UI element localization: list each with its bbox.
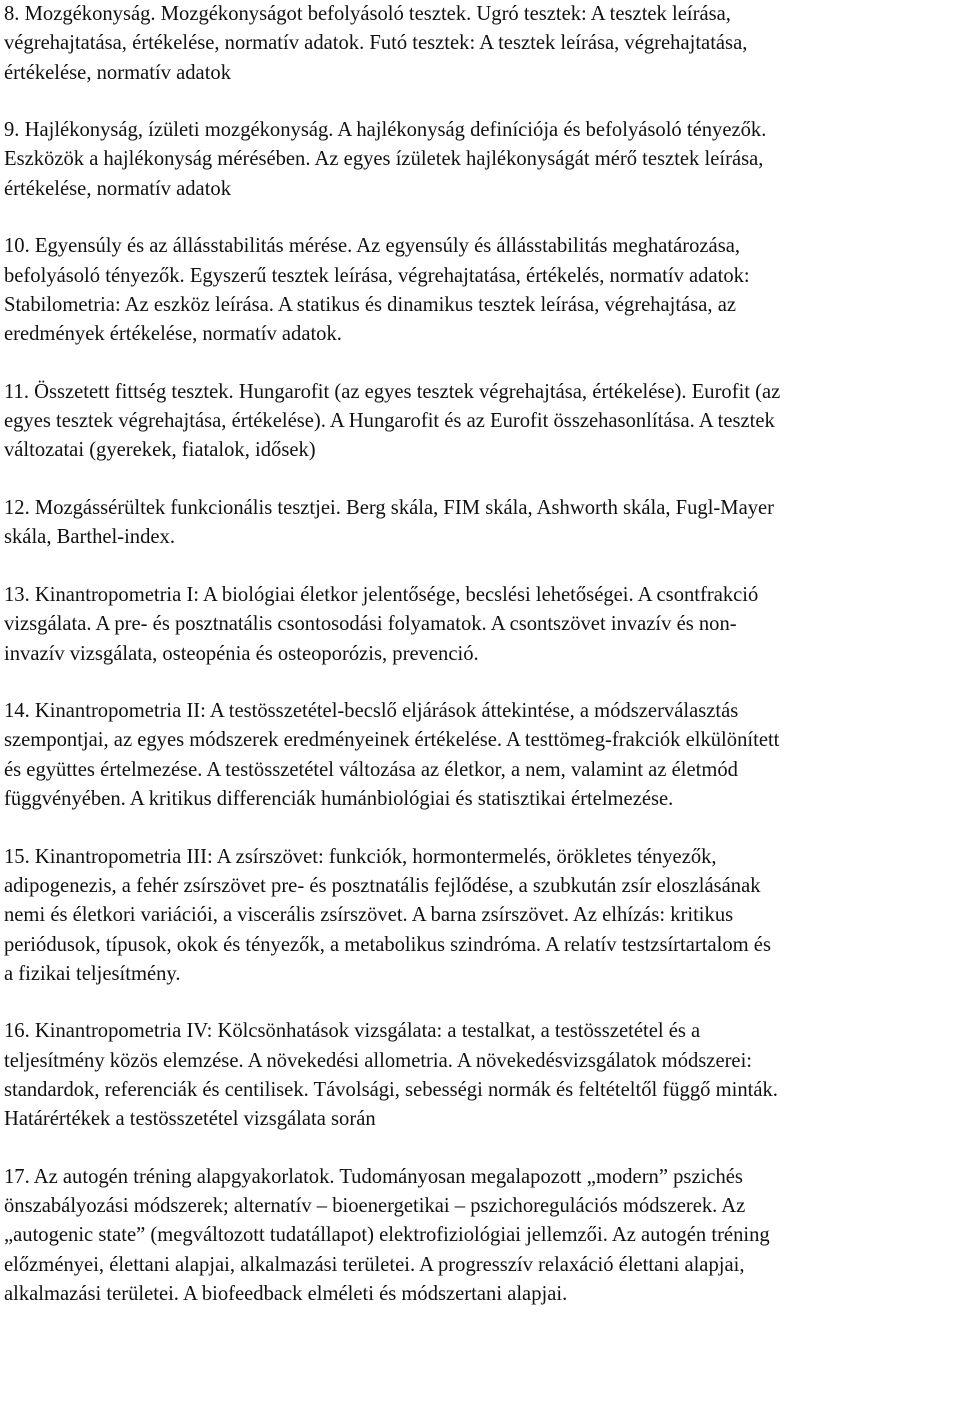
text-line: nemi és életkori variációi, a viscerális zsírszövet. A barna zsírszövet. Az elhízás: kritikus [4, 904, 734, 927]
text-line: Stabilometria: Az eszköz leírása. A statikus és dinamikus tesztek leírása, végrehajtása, az [4, 293, 736, 316]
text-line: invazív vizsgálata, osteopénia és osteoporózis, prevenció. [4, 642, 479, 665]
topic-10 [4, 232, 956, 349]
text-line: önszabályozási módszerek; alternatív – bioenergetikai – pszichoregulációs módszerek. Az [4, 1195, 746, 1218]
text-line: szempontjai, az egyes módszerek eredményeinek értékelése. A testtömeg-frakciók elkülönített [4, 729, 780, 752]
text-line: 13. Kinantropometria I: A biológiai életkor jelentősége, becslési lehetőségei. A csontfrakció [4, 583, 759, 606]
text-line: függvényében. A kritikus differenciák humánbiológiai és statisztikai értelmezése. [4, 788, 674, 811]
document-page [4, 0, 956, 1309]
text-line: „autogenic state” (megváltozott tudatállapot) elektrofiziológiai jellemzői. Az autogén tréning [4, 1224, 770, 1247]
text-line: 11. Összetett fittség tesztek. Hungarofit (az egyes tesztek végrehajtása, értékelése). Eurofit (az [4, 380, 781, 403]
text-line: 10. Egyensúly és az állásstabilitás mérése. Az egyensúly és állásstabilitás meghatározása, [4, 235, 740, 258]
text-line: 15. Kinantropometria III: A zsírszövet: funkciók, hormontermelés, örökletes tényezők, [4, 845, 717, 868]
text-line: Eszközök a hajlékonyság mérésében. Az egyes ízületek hajlékonyságát mérő tesztek leírása, [4, 148, 764, 171]
topic-11 [4, 378, 956, 466]
text-line: 14. Kinantropometria II: A testösszetétel-becslő eljárások áttekintése, a módszerválasztás [4, 700, 739, 723]
topic-16 [4, 1017, 956, 1134]
text-line: teljesítmény közös elemzése. A növekedési allometria. A növekedésvizsgálatok módszerei: [4, 1049, 753, 1072]
text-line: adipogenezis, a fehér zsírszövet pre- és posztnatális fejlődése, a szubkután zsír eloszlásának [4, 874, 761, 897]
text-line: vizsgálata. A pre- és posztnatális csontosodási folyamatok. A csontszövet invazív és non- [4, 613, 737, 636]
text-line: 8. Mozgékonyság. Mozgékonyságot befolyásoló tesztek. Ugró tesztek: A tesztek leírása, [4, 3, 731, 25]
text-line: változatai (gyerekek, fiatalok, idősek) [4, 439, 316, 462]
text-line: és együttes értelmezése. A testösszetétel változása az életkor, a nem, valamint az életmód [4, 758, 738, 781]
text-line: skála, Barthel-index. [4, 526, 175, 549]
topic-12 [4, 494, 956, 553]
text-line: a fizikai teljesítmény. [4, 962, 181, 985]
text-line: értékelése, normatív adatok [4, 177, 232, 200]
text-line: végrehajtatása, értékelése, normatív adatok. Futó tesztek: A tesztek leírása, végrehajtatása, [4, 32, 748, 55]
topic-13 [4, 581, 956, 669]
text-line: egyes tesztek végrehajtása, értékelése). A Hungarofit és az Eurofit összehasonlítása. A tesztek [4, 410, 775, 433]
text-line: értékelése, normatív adatok [4, 61, 232, 84]
topic-9 [4, 116, 956, 204]
text-line: 17. Az autogén tréning alapgyakorlatok. Tudományosan megalapozott „modern” pszichés [4, 1165, 743, 1188]
topic-14 [4, 697, 956, 814]
text-line: periódusok, típusok, okok és tényezők, a metabolikus szindróma. A relatív testzsírtartalom és [4, 933, 771, 956]
text-line: 16. Kinantropometria IV: Kölcsönhatások vizsgálata: a testalkat, a testösszetétel és a [4, 1020, 701, 1043]
text-line: befolyásoló tényezők. Egyszerű tesztek leírása, végrehajtatása, értékelés, normatív adatok: [4, 264, 750, 287]
text-line: 12. Mozgássérültek funkcionális tesztjei. Berg skála, FIM skála, Ashworth skála, Fugl-Mayer [4, 497, 775, 520]
text-line: standardok, referenciák és centilisek. Távolsági, sebességi normák és feltételtől függő minták. [4, 1078, 778, 1101]
text-line: Határértékek a testösszetétel vizsgálata során [4, 1108, 376, 1131]
topic-8 [4, 0, 956, 88]
text-line: 9. Hajlékonyság, ízületi mozgékonyság. A hajlékonyság definíciója és befolyásoló tényezők. [4, 119, 767, 142]
text-line: alkalmazási területei. A biofeedback elméleti és módszertani alapjai. [4, 1283, 568, 1306]
text-line: eredmények értékelése, normatív adatok. [4, 323, 342, 346]
topic-17 [4, 1163, 956, 1309]
text-line: előzményei, élettani alapjai, alkalmazási területei. A progresszív relaxáció élettani alapjai, [4, 1253, 745, 1276]
topic-15 [4, 843, 956, 989]
